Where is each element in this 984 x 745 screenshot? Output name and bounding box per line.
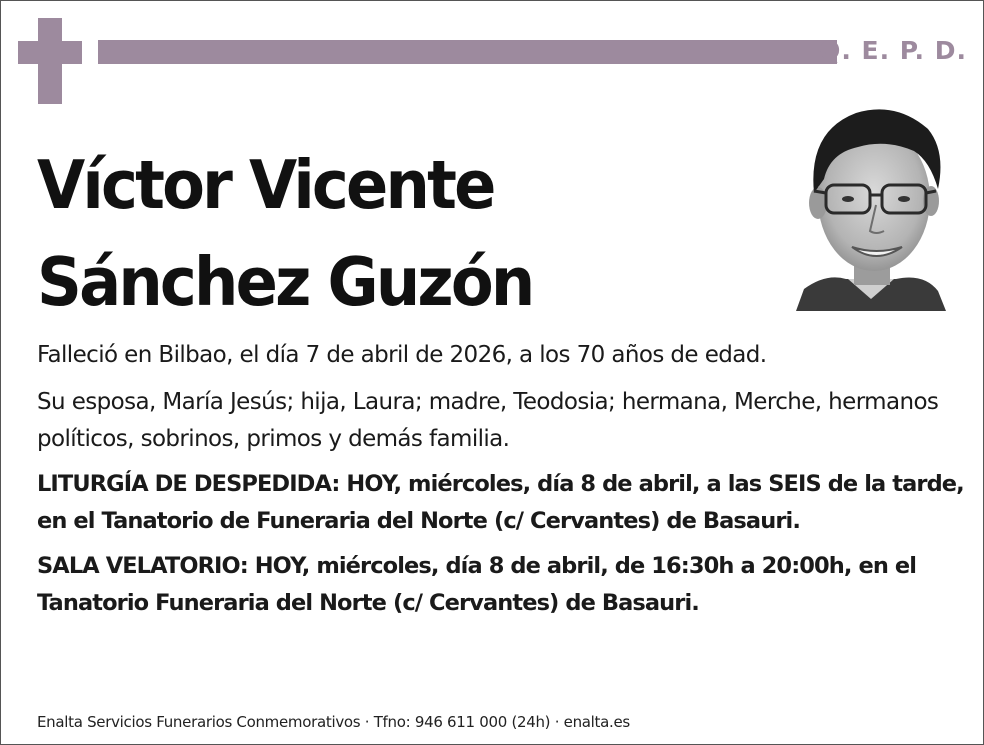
- death-notice: Falleció en Bilbao, el día 7 de abril de 2026, a los 70 años de edad.: [37, 342, 767, 368]
- header-rule: [98, 40, 837, 64]
- liturgy-notice: LITURGÍA DE DESPEDIDA: HOY, miércoles, día 8 de abril, a las SEIS de la tarde, en el Tanatorio de Funeraria del Norte (c/ Cervantes) de Basauri.: [37, 471, 964, 534]
- cross-horizontal-bar: [18, 41, 82, 64]
- portrait-photo: [796, 101, 946, 311]
- deceased-name: [37, 137, 532, 331]
- family-list: Su esposa, María Jesús; hija, Laura; madre, Teodosia; hermana, Merche, hermanos políticos, sobrinos, primos y demás familia.: [37, 389, 939, 452]
- obituary-text: [37, 337, 967, 630]
- name-line-1: Víctor Vicente: [37, 146, 494, 224]
- wake-notice: SALA VELATORIO: HOY, miércoles, día 8 de abril, de 16:30h a 20:00h, en el Tanatorio Funeraria del Norte (c/ Cervantes) de Basauri.: [37, 553, 917, 616]
- name-line-2: Sánchez Guzón: [37, 243, 533, 321]
- qepd-label: Q. E. P. D.: [819, 36, 967, 65]
- footer-credit: Enalta Servicios Funerarios Conmemorativos · Tfno: 946 611 000 (24h) · enalta.es: [37, 713, 630, 731]
